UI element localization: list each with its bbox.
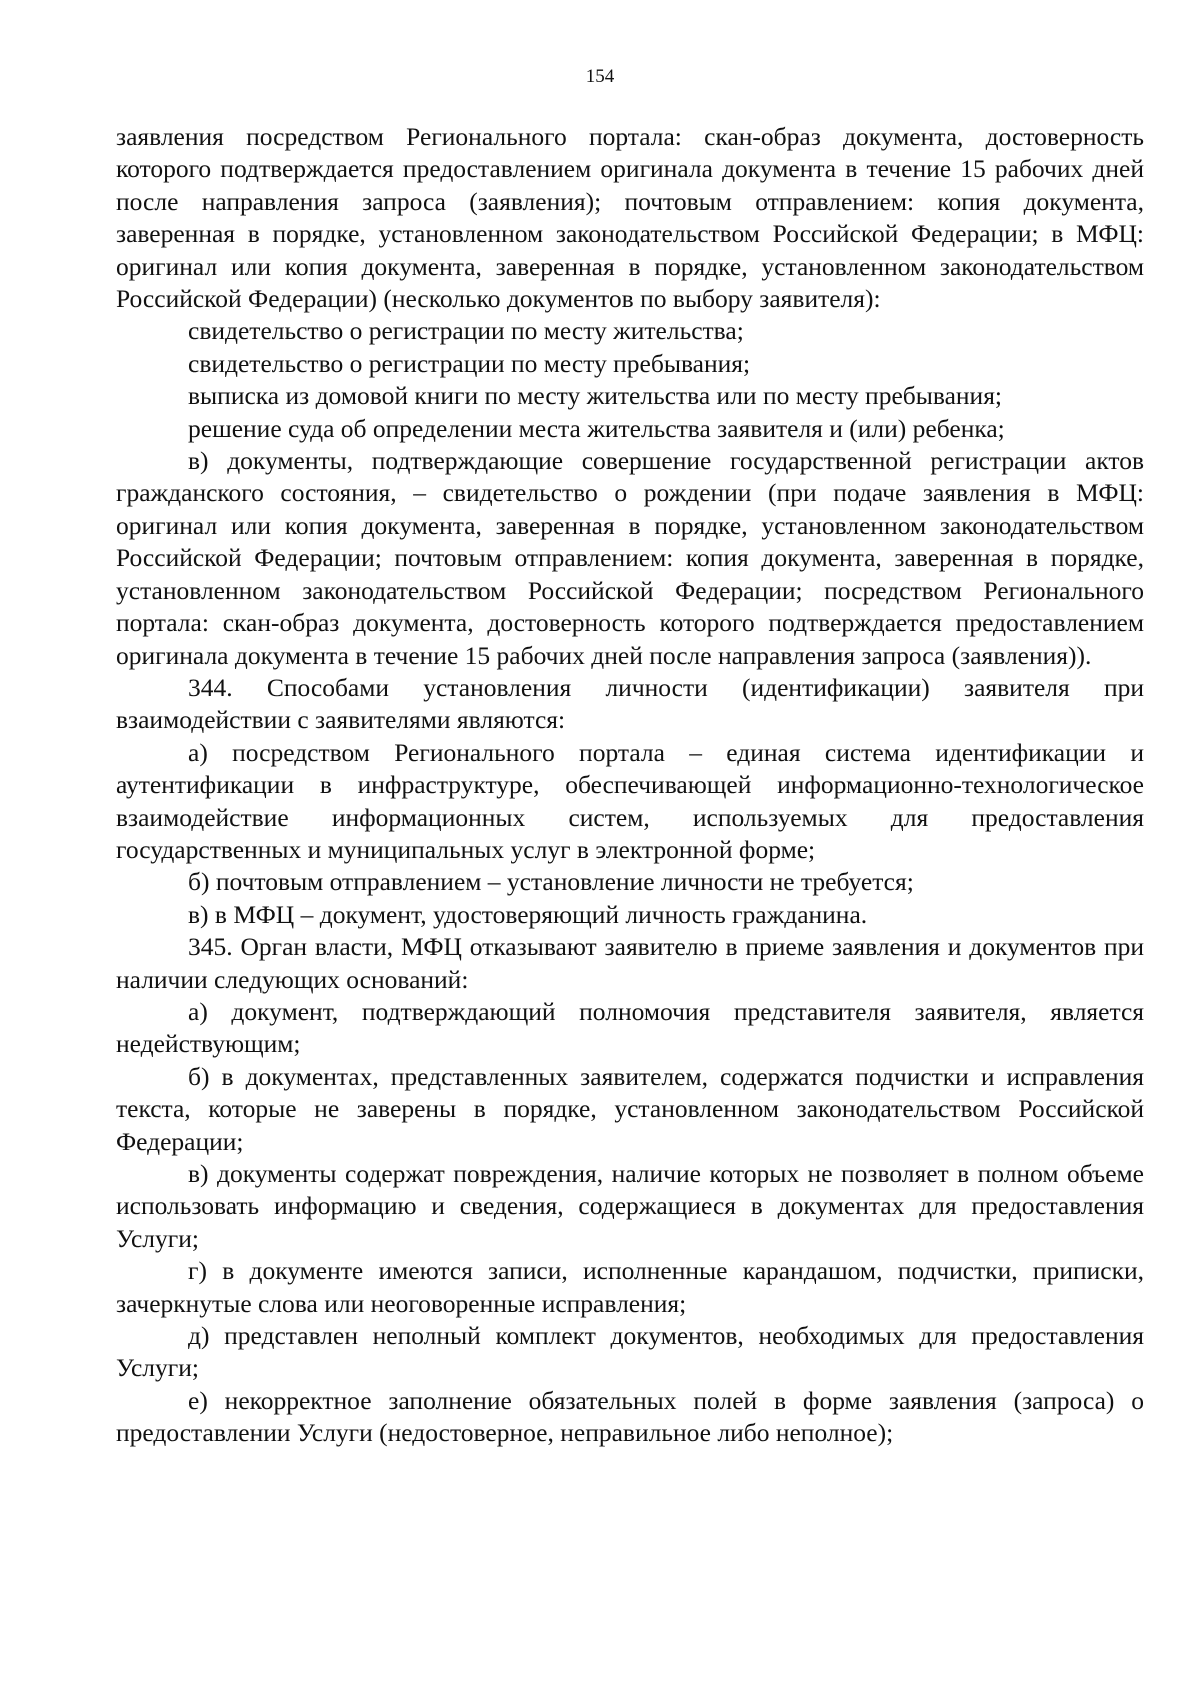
clause-345-item-e: е) некорректное заполнение обязательных полей в форме заявления (запроса) о предоставлении Услуги (недостоверное, неправильное либо неполное); — [116, 1385, 1144, 1448]
clause-345-item-g: г) в документе имеются записи, исполненные карандашом, подчистки, приписки, зачеркнутые слова или неоговоренные исправления; — [116, 1256, 1144, 1318]
list-item-court-decision: решение суда об определении места жительства заявителя и (или) ребенка; — [188, 413, 1005, 443]
list-item-residence-certificate: свидетельство о регистрации по месту жительства; — [188, 316, 744, 346]
list-item-house-book-extract: выписка из домовой книги по месту жительства или по месту пребывания; — [188, 381, 1003, 411]
page-number: 154 — [585, 66, 615, 87]
list-item-stay-certificate: свидетельство о регистрации по месту пребывания; — [188, 348, 751, 378]
item-v-civil-registration-docs: в) документы, подтверждающие совершение государственной регистрации актов гражданского состояния, – свидетельство о рождении (при подаче заявления в МФЦ: оригинал или копия документа, заверенная в порядке, установленном законодательством Российской Федерации; почтовым отправлением: копия документа, заверенная в порядке, установленном законодательством Российской Федерации; посредством Регионального портала: скан-образ документа, достоверность которого подтверждается предоставлением оригинала документа в течение 15 рабочих дней после направления запроса (заявления)). — [116, 446, 1144, 670]
clause-345-item-b: б) в документах, представленных заявителем, содержатся подчистки и исправления текста, которые не заверены в порядке, установленном законодательством Российской Федерации; — [116, 1061, 1144, 1156]
clause-345-item-v: в) документы содержат повреждения, наличие которых не позволяет в полном объеме использовать информацию и сведения, содержащиеся в документах для предоставления Услуги; — [116, 1159, 1144, 1253]
clause-345: 345. Орган власти, МФЦ отказывают заявителю в приеме заявления и документов при наличии следующих оснований: — [116, 932, 1144, 994]
paragraph-continuation: заявления посредством Регионального портала: скан-образ документа, достоверность которого подтверждается предоставлением оригинала документа в течение 15 рабочих дней после направления запроса (заявления); почтовым отправлением: копия документа, заверенная в порядке, установленном законодательством Российской Федерации; в МФЦ: оригинал или копия документа, заверенная в порядке, установленном законодательством Российской Федерации) (несколько документов по выбору заявителя): — [116, 122, 1144, 314]
document-body — [116, 121, 1144, 1450]
clause-345-item-d: д) представлен неполный комплект документов, необходимых для предоставления Услуги; — [116, 1321, 1144, 1383]
clause-344-item-b: б) почтовым отправлением – установление личности не требуется; — [188, 867, 914, 897]
clause-344-item-a: а) посредством Регионального портала – единая система идентификации и аутентификации в инфраструктуре, обеспечивающей информационно-технологическое взаимодействие информационных систем, используемых для предоставления государственных и муниципальных услуг в электронной форме; — [116, 737, 1144, 864]
clause-344: 344. Способами установления личности (идентификации) заявителя при взаимодействии с заявителями являются: — [116, 672, 1144, 735]
clause-344-item-v: в) в МФЦ – документ, удостоверяющий личность гражданина. — [188, 899, 868, 929]
clause-345-item-a: а) документ, подтверждающий полномочия представителя заявителя, является недействующим; — [116, 996, 1144, 1059]
